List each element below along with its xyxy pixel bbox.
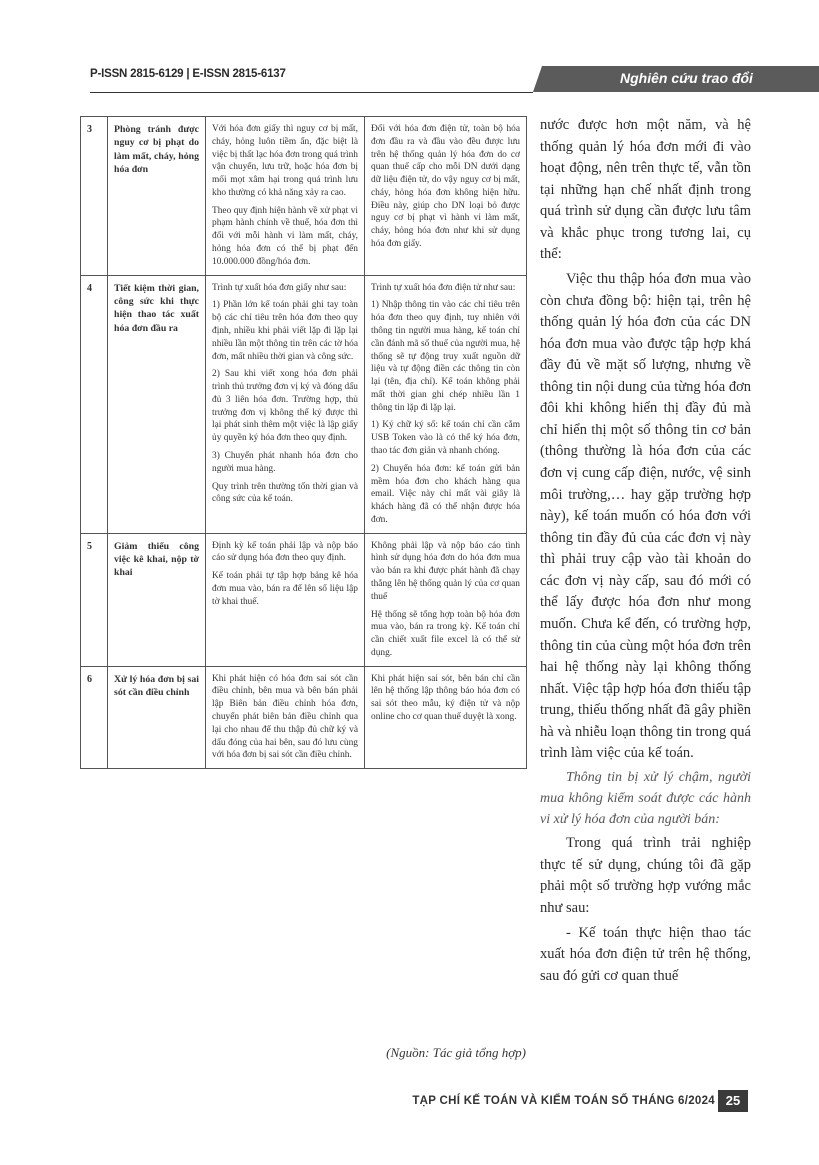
- cell-paragraph: Định kỳ kế toán phải lập và nộp báo cáo sử dụng hóa đơn theo quy định.: [212, 540, 358, 564]
- paper-invoice-cell: [206, 275, 365, 533]
- section-title: Nghiên cứu trao đổi: [620, 70, 753, 86]
- article-column: [540, 115, 751, 990]
- cell-paragraph: 3) Chuyển phát nhanh hóa đơn cho người mua hàng.: [212, 450, 358, 474]
- cell-paragraph: 1) Ký chữ ký số: kế toán chỉ cần cắm USB Token vào là có thể ký hóa đơn, thao tác đơn giản và nhanh chóng.: [371, 420, 520, 456]
- page-number: 25: [718, 1090, 748, 1112]
- table-row: [81, 275, 527, 533]
- journal-footer: TẠP CHÍ KẾ TOÁN VÀ KIỂM TOÁN SỐ THÁNG 6/2024: [412, 1095, 715, 1107]
- paper-invoice-cell: [206, 533, 365, 666]
- article-paragraph: Việc thu thập hóa đơn mua vào còn chưa đồng bộ: hiện tại, trên hệ thống quản lý hóa đơn của các DN hóa đơn mua vào được tập hợp khá đầy đủ về mặt số lượng, nhưng về thông tin nội dung của từng hóa đơn đôi khi không hiển thị đầy đủ mà chỉ hiển thị một số thông tin cơ bản (thông thường là hóa đơn của các đơn vị cung cấp điện, nước, vệ sinh môi trường,… hay gặp trường hợp này), kế toán muốn có hóa đơn với thông tin đầy đủ của các đơn vị này thì phải truy cập vào tài khoản do các đơn vị này cấp, sau đó mới có thể lấy được hóa đơn như mong muốn. Chưa kể đến, có trường hợp, thông tin của cùng một hóa đơn trên hai hệ thống này lại không thống nhất. Việc tập hợp hóa đơn thiếu tập trung, thiếu thống nhất đã gây phiền hà và nhiễu loạn thông tin trong quá trình làm việc của kế toán.: [540, 270, 751, 762]
- cell-paragraph: Trình tự xuất hóa đơn điện tử như sau:: [371, 282, 516, 293]
- article-paragraph: - Kế toán thực hiện thao tác xuất hóa đơn điện tử trên hệ thống, sau đó gửi cơ quan thuế: [540, 924, 751, 984]
- cell-paragraph: Khi phát hiện sai sót, bên bán chỉ cần lên hệ thống lập thông báo hóa đơn có sai sót theo mẫu, ký điện tử và nộp online cho cơ quan thuế duyệt là xong.: [371, 673, 520, 723]
- article-paragraph: nước được hơn một năm, và hệ thống quản lý hóa đơn mới đi vào hoạt động, nên trên thực tế, vẫn tồn tại những hạn chế nhất định trong quá trình sử dụng cần được lưu tâm và khắc phục trong tương lai, cụ thể:: [540, 117, 751, 263]
- row-criterion: Tiết kiệm thời gian, công sức khi thực hiện thao tác xuất hóa đơn đầu ra: [108, 275, 206, 533]
- article-subheading: Thông tin bị xử lý chậm, người mua không kiểm soát được các hành vi xử lý hóa đơn của người bán:: [540, 769, 751, 827]
- header-rule: [90, 92, 533, 93]
- cell-paragraph: Đối với hóa đơn điện tử, toàn bộ hóa đơn đầu ra và đầu vào đều được lưu trên hệ thống quản lý hóa đơn do cơ quan thuế cấp cho mỗi DN dưới dạng dữ liệu điện tử, do vậy nguy cơ bị mất, cháy, hỏng hóa đơn không hiện hữu. Điều này, giúp cho DN loại bỏ được nguy cơ bị phạt vì hành vi làm mất, cháy, hỏng hóa đơn như khi sử dụng hóa đơn giấy.: [371, 124, 520, 250]
- e-invoice-cell: [365, 275, 527, 533]
- paper-invoice-cell: [206, 666, 365, 768]
- cell-paragraph: Khi phát hiện có hóa đơn sai sót cần điều chỉnh, bên mua và bên bán phải lập Biên bản điều chỉnh hóa đơn, chuyển phát biên bản điều chỉnh qua lại cho nhau để thu thập đủ chữ ký và dấu đóng của hai bên, sau đó lưu cùng với hóa đơn bị sai sót cần điều chỉnh.: [212, 673, 358, 761]
- table-row: [81, 533, 527, 666]
- e-invoice-cell: [365, 666, 527, 768]
- issn-label: P-ISSN 2815-6129 | E-ISSN 2815-6137: [90, 68, 286, 80]
- e-invoice-cell: [365, 533, 527, 666]
- comparison-table: [80, 116, 527, 769]
- cell-paragraph: 1) Nhập thông tin vào các chỉ tiêu trên hóa đơn theo quy định, tuy nhiên với thông tin người mua hàng, kế toán chỉ cần đánh mã số thuế của người mua, hệ thống sẽ tự động truy xuất nguồn dữ liệu và tự động điền các thông tin còn lại (tên, địa chỉ). Kế toán không phải mất thời gian ghi chép nhiều lần 1 thông tin lặp đi lặp lại.: [371, 300, 520, 413]
- article-paragraph: Trong quá trình trải nghiệp thực tế sử dụng, chúng tôi đã gặp phải một số trường hợp vướng mắc như sau:: [540, 835, 751, 917]
- cell-paragraph: Trình tự xuất hóa đơn giấy như sau:: [212, 282, 347, 293]
- cell-paragraph: 1) Phần lớn kế toán phải ghi tay toàn bộ các chỉ tiêu trên hóa đơn theo quy định, nhiều khi phải viết lặp đi lặp lại nhiều lần một thông tin trên các tờ hóa đơn, mất nhiều thời gian và công sức.: [212, 300, 358, 362]
- paper-invoice-cell: [206, 117, 365, 276]
- cell-paragraph: Theo quy định hiện hành về xử phạt vi phạm hành chính về thuế, hóa đơn thì đối với mỗi hành vi làm mất, cháy, hỏng hóa đơn có thể bị phạt đến 10.000.000 đồng/hóa đơn.: [212, 205, 358, 267]
- cell-paragraph: Quy trình trên thường tốn thời gian và công sức của kế toán.: [212, 481, 358, 505]
- row-criterion: Giảm thiểu công việc kê khai, nộp tờ khai: [108, 533, 206, 666]
- cell-paragraph: Không phải lập và nộp báo cáo tình hình sử dụng hóa đơn do hóa đơn mua vào bán ra khi được phát hành đã chạy thẳng lên hệ thống quản lý của cơ quan thuế: [371, 540, 520, 602]
- cell-paragraph: Hệ thống sẽ tổng hợp toàn bộ hóa đơn mua vào, bán ra trong kỳ. Kế toán chỉ cần chiết xuất file excel là có thể sử dụng.: [371, 609, 520, 658]
- row-criterion: Phòng tránh được nguy cơ bị phạt do làm mất, cháy, hỏng hóa đơn: [108, 117, 206, 276]
- table-source: (Nguồn: Tác giả tổng hợp): [386, 1045, 526, 1060]
- cell-paragraph: 2) Chuyển hóa đơn: kế toán gửi bản mềm hóa đơn cho khách hàng qua email. Việc này chỉ mất vài giây là khách hàng đã có thể nhận được hóa đơn.: [371, 463, 520, 525]
- cell-paragraph: Kế toán phải tự tập hợp bảng kê hóa đơn mua vào, bán ra để lên số liệu lập tờ khai thuế.: [212, 571, 358, 607]
- cell-paragraph: Với hóa đơn giấy thì nguy cơ bị mất, cháy, hỏng luôn tiềm ẩn, đặc biệt là việc bị thất lạc hóa đơn trong quá trình vận chuyển, lưu trữ, hoặc hóa đơn bị mối mọt xâm hại trong quá trình lưu kho thường có khả năng xảy ra cao.: [212, 124, 358, 198]
- row-number: 6: [81, 666, 108, 768]
- row-number: 5: [81, 533, 108, 666]
- table-row: [81, 666, 527, 768]
- row-number: 4: [81, 275, 108, 533]
- cell-paragraph: 2) Sau khi viết xong hóa đơn phải trình thủ trưởng đơn vị ký và đóng dấu đủ 3 liên hóa đơn. Trường hợp, thủ trưởng đơn vị không thể ký được thì lại phát sinh thêm một việc là lập giấy ủy quyền ký hóa đơn theo quy định.: [212, 369, 358, 444]
- e-invoice-cell: [365, 117, 527, 276]
- table-row: [81, 117, 527, 276]
- row-criterion: Xử lý hóa đơn bị sai sót cần điều chỉnh: [108, 666, 206, 768]
- row-number: 3: [81, 117, 108, 276]
